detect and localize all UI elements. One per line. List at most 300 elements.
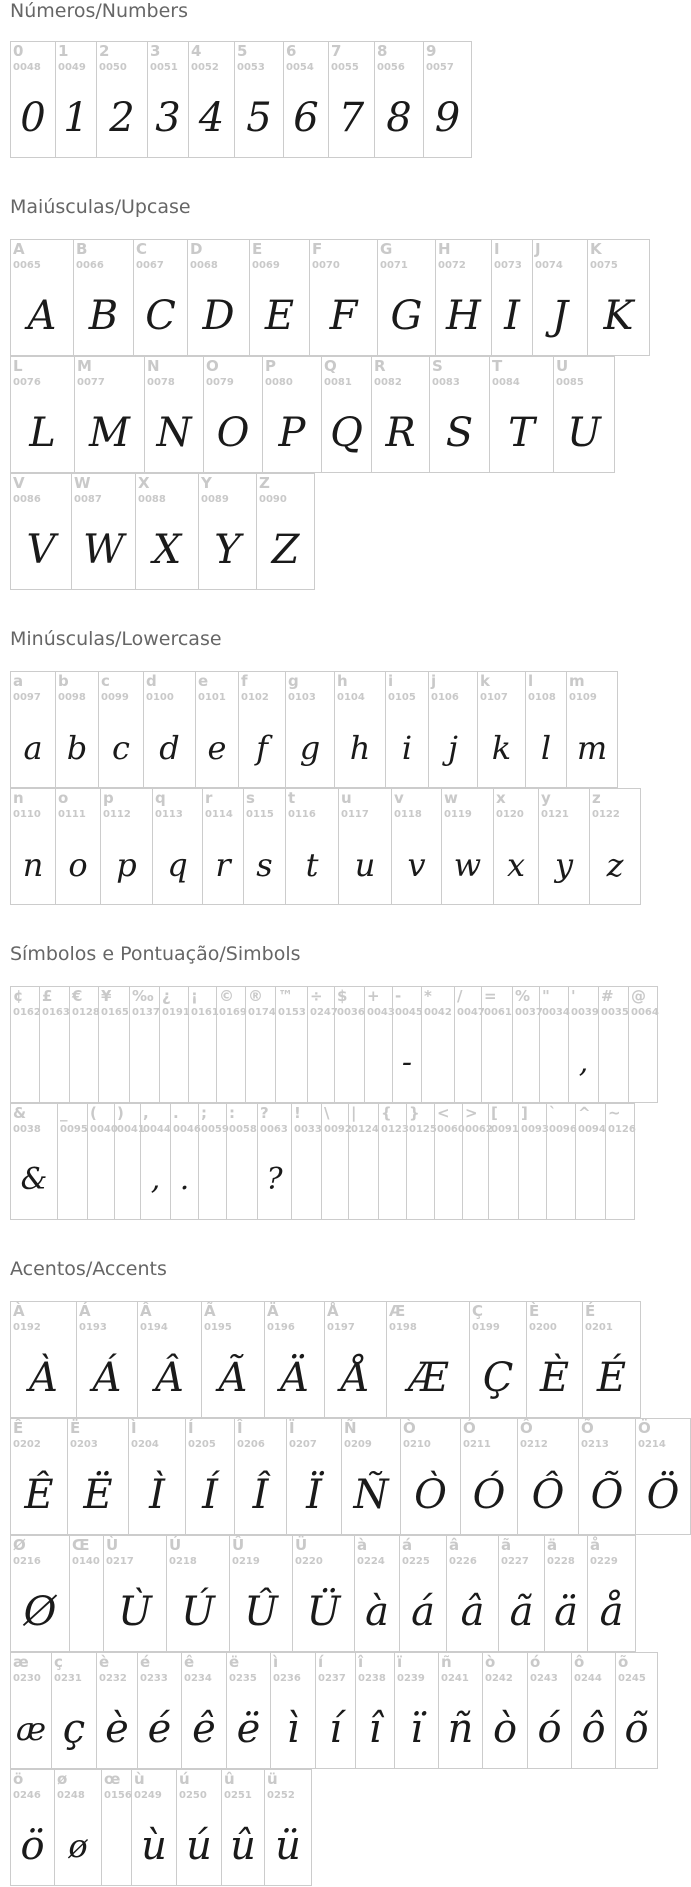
glyph-character-label: H — [438, 240, 451, 258]
glyph-code-label: 0035 — [601, 1007, 629, 1018]
glyph-code-label: 0191 — [162, 1007, 190, 1018]
glyph-character-label: 9 — [426, 42, 437, 60]
glyph-cell — [52, 1653, 97, 1769]
glyph-character-label: q — [155, 789, 166, 807]
glyph-cell — [132, 1770, 177, 1886]
glyph-preview: V — [26, 527, 56, 573]
glyph-character-label: n — [13, 789, 24, 807]
glyph-preview: à — [365, 1589, 389, 1635]
glyph-code-label: 0051 — [150, 62, 178, 73]
glyph-cell — [576, 1104, 606, 1220]
glyph-character-label: M — [77, 357, 92, 375]
glyph-character-label: ™ — [278, 987, 293, 1005]
glyph-character-label: 3 — [150, 42, 161, 60]
glyph-code-label: 0238 — [358, 1673, 386, 1684]
glyph-cell — [141, 1104, 171, 1220]
glyph-character-label: b — [58, 672, 69, 690]
glyph-preview — [513, 1027, 539, 1099]
glyph-cell — [204, 357, 263, 473]
glyph-character-label: ã — [501, 1536, 512, 1554]
glyph-preview: Ã — [218, 1355, 248, 1401]
glyph-cell — [188, 240, 250, 356]
glyph-code-label: 0199 — [472, 1322, 500, 1333]
glyph-preview: Ç — [482, 1355, 514, 1401]
glyph-character-label: W — [74, 474, 91, 492]
glyph-code-label: 0061 — [484, 1007, 512, 1018]
glyph-code-label: 0250 — [179, 1790, 207, 1801]
glyph-preview: i — [401, 729, 413, 767]
glyph-character-label: Œ — [72, 1536, 90, 1554]
glyph-cell — [379, 1104, 407, 1220]
glyph-character-label: a — [13, 672, 24, 690]
glyph-code-label: 0162 — [13, 1007, 41, 1018]
glyph-cell — [217, 987, 246, 1103]
glyph-cell — [455, 987, 485, 1103]
glyph-cell — [499, 1536, 545, 1652]
glyph-preview: e — [207, 729, 227, 767]
glyph-code-label: 0053 — [237, 62, 265, 73]
glyph-code-label: 0105 — [388, 692, 416, 703]
glyph-preview — [379, 1144, 406, 1216]
glyph-code-label: 0114 — [205, 809, 233, 820]
glyph-preview: Ù — [118, 1589, 152, 1635]
glyph-code-label: 0137 — [132, 1007, 160, 1018]
glyph-row — [10, 1103, 635, 1220]
glyph-character-label: ~ — [608, 1104, 621, 1122]
glyph-character-label: : — [229, 1104, 235, 1122]
glyph-cell — [572, 1653, 616, 1769]
glyph-code-label: 0096 — [549, 1124, 577, 1135]
glyph-cell — [222, 1770, 265, 1886]
glyph-preview: x — [506, 846, 526, 884]
glyph-code-label: 0109 — [569, 692, 597, 703]
glyph-cell — [400, 1536, 447, 1652]
glyph-cell — [547, 1104, 576, 1220]
glyph-character-label: c — [101, 672, 110, 690]
glyph-character-label: í — [318, 1653, 324, 1671]
glyph-preview: õ — [624, 1706, 649, 1752]
glyph-cell — [349, 1104, 379, 1220]
glyph-cell — [392, 789, 442, 905]
glyph-preview: B — [88, 293, 119, 339]
glyph-row — [10, 356, 615, 473]
glyph-character-label: Ç — [472, 1302, 484, 1320]
glyph-code-label: 0198 — [389, 1322, 417, 1333]
glyph-cell — [439, 1653, 483, 1769]
glyph-preview: ö — [20, 1823, 45, 1869]
glyph-preview: j — [448, 729, 458, 767]
glyph-cell — [265, 1302, 325, 1418]
glyph-character-label: f — [241, 672, 248, 690]
glyph-code-label: 0084 — [492, 377, 520, 388]
glyph-preview: m — [576, 729, 608, 767]
glyph-cell — [246, 987, 276, 1103]
glyph-code-label: 0069 — [252, 260, 280, 271]
glyph-code-label: 0104 — [337, 692, 365, 703]
glyph-code-label: 0117 — [341, 809, 369, 820]
glyph-cell — [310, 240, 378, 356]
glyph-cell — [478, 672, 526, 788]
glyph-character-label: & — [13, 1104, 27, 1122]
glyph-character-label: Ó — [463, 1419, 476, 1437]
glyph-code-label: 0193 — [79, 1322, 107, 1333]
glyph-character-label: û — [224, 1770, 235, 1788]
glyph-cell — [177, 1770, 222, 1886]
glyph-cell — [97, 1653, 138, 1769]
glyph-cell — [182, 1653, 227, 1769]
glyph-preview: F — [329, 293, 358, 339]
glyph-preview — [246, 1027, 275, 1099]
glyph-code-label: 0088 — [138, 494, 166, 505]
glyph-preview: I — [504, 293, 520, 339]
glyph-code-label: 0247 — [310, 1007, 338, 1018]
glyph-code-label: 0236 — [273, 1673, 301, 1684]
glyph-preview: Ò — [414, 1472, 447, 1518]
glyph-preview: Å — [341, 1355, 370, 1401]
glyph-row — [10, 473, 315, 590]
glyph-character-label: v — [394, 789, 404, 807]
glyph-cell — [189, 42, 235, 158]
glyph-character-label: Ø — [13, 1536, 26, 1554]
glyph-cell — [199, 474, 257, 590]
glyph-character-label: u — [341, 789, 352, 807]
glyph-character-label: " — [542, 987, 550, 1005]
glyph-code-label: 0110 — [13, 809, 41, 820]
glyph-preview — [227, 1144, 257, 1216]
glyph-code-label: 0235 — [229, 1673, 257, 1684]
glyph-code-label: 0106 — [431, 692, 459, 703]
glyph-cell — [11, 1536, 70, 1652]
glyph-preview: Õ — [590, 1472, 624, 1518]
glyph-code-label: 0095 — [60, 1124, 88, 1135]
glyph-preview: Í — [202, 1472, 218, 1518]
glyph-cell — [148, 42, 189, 158]
glyph-preview: 2 — [109, 95, 135, 141]
glyph-character-label: œ — [104, 1770, 121, 1788]
glyph-code-label: 0231 — [54, 1673, 82, 1684]
glyph-character-label: ñ — [441, 1653, 452, 1671]
glyph-cell — [271, 1653, 316, 1769]
glyph-code-label: 0067 — [136, 260, 164, 271]
glyph-code-label: 0052 — [191, 62, 219, 73]
glyph-preview: M — [89, 410, 130, 456]
glyph-character-label: Î — [237, 1419, 243, 1437]
glyph-code-label: 0249 — [134, 1790, 162, 1801]
glyph-preview — [276, 1027, 307, 1099]
glyph-preview — [199, 1144, 226, 1216]
glyph-code-label: 0039 — [571, 1007, 599, 1018]
glyph-character-label: ä — [547, 1536, 558, 1554]
glyph-character-label: } — [409, 1104, 420, 1122]
glyph-preview: í — [329, 1706, 342, 1752]
glyph-code-label: 0200 — [529, 1322, 557, 1333]
glyph-code-label: 0057 — [426, 62, 454, 73]
glyph-preview: Î — [252, 1472, 269, 1518]
glyph-character-label: È — [529, 1302, 540, 1320]
glyph-preview: W — [82, 527, 125, 573]
glyph-code-label: 0089 — [201, 494, 229, 505]
glyph-preview — [70, 1027, 98, 1099]
glyph-character-label: ¥ — [101, 987, 112, 1005]
glyph-character-label: ï — [397, 1653, 403, 1671]
glyph-character-label: t — [288, 789, 296, 807]
glyph-code-label: 0194 — [140, 1322, 168, 1333]
glyph-cell — [129, 1419, 186, 1535]
glyph-character-label: 6 — [286, 42, 297, 60]
glyph-character-label: C — [136, 240, 148, 258]
glyph-character-label: ! — [294, 1104, 301, 1122]
glyph-preview: Ñ — [353, 1472, 389, 1518]
glyph-character-label: ê — [184, 1653, 195, 1671]
glyph-character-label: ; — [201, 1104, 207, 1122]
glyph-preview — [70, 1576, 103, 1648]
glyph-cell — [393, 987, 422, 1103]
glyph-character-label: ù — [134, 1770, 145, 1788]
glyph-code-label: 0122 — [592, 809, 620, 820]
glyph-code-label: 0065 — [13, 260, 41, 271]
glyph-character-label: ‰ — [132, 987, 154, 1005]
glyph-row — [10, 788, 641, 905]
glyph-character-label: s — [246, 789, 255, 807]
glyph-character-label: Ä — [267, 1302, 279, 1320]
glyph-code-label: 0111 — [58, 809, 86, 820]
glyph-code-label: 0083 — [432, 377, 460, 388]
glyph-cell — [189, 987, 217, 1103]
glyph-code-label: 0079 — [206, 377, 234, 388]
glyph-preview — [576, 1144, 605, 1216]
glyph-cell — [430, 357, 490, 473]
glyph-code-label: 0120 — [496, 809, 524, 820]
glyph-cell — [104, 1536, 167, 1652]
glyph-preview: S — [445, 410, 474, 456]
glyph-character-label: Ô — [520, 1419, 533, 1437]
glyph-preview: v — [407, 846, 426, 884]
glyph-character-label: Ã — [204, 1302, 216, 1320]
glyph-cell — [375, 42, 424, 158]
glyph-code-label: 0047 — [457, 1007, 485, 1018]
glyph-code-label: 0108 — [528, 692, 556, 703]
glyph-character-label: Û — [232, 1536, 245, 1554]
glyph-preview: Ü — [306, 1589, 341, 1635]
glyph-preview: Ì — [149, 1472, 165, 1518]
glyph-preview: Z — [271, 527, 300, 573]
glyph-cell — [528, 1653, 572, 1769]
glyph-code-label: 0196 — [267, 1322, 295, 1333]
glyph-preview: á — [411, 1589, 435, 1635]
glyph-cell — [308, 987, 338, 1103]
glyph-preview: 1 — [63, 95, 89, 141]
glyph-cell — [286, 672, 335, 788]
section-title: Símbolos e Pontuação/Simbols — [10, 943, 301, 965]
glyph-cell — [387, 1302, 470, 1418]
glyph-character-label: Å — [327, 1302, 339, 1320]
glyph-character-label: ò — [485, 1653, 496, 1671]
glyph-preview: À — [29, 1355, 58, 1401]
glyph-preview — [308, 1027, 334, 1099]
glyph-character-label: Ü — [295, 1536, 308, 1554]
glyph-character-label: { — [381, 1104, 392, 1122]
glyph-cell — [250, 240, 310, 356]
glyph-character-label: k — [480, 672, 490, 690]
glyph-row — [10, 1769, 312, 1886]
glyph-preview — [335, 1027, 364, 1099]
glyph-character-label: X — [138, 474, 150, 492]
glyph-preview: u — [354, 846, 376, 884]
glyph-preview: É — [596, 1355, 627, 1401]
glyph-character-label: o — [58, 789, 69, 807]
glyph-code-label: 0123 — [381, 1124, 409, 1135]
glyph-preview: , — [578, 1045, 589, 1080]
glyph-cell — [356, 1653, 395, 1769]
glyph-preview: Æ — [407, 1355, 449, 1401]
glyph-character-label: 8 — [377, 42, 388, 60]
glyph-character-label: A — [13, 240, 25, 258]
glyph-preview: î — [368, 1706, 382, 1752]
glyph-preview: Ö — [646, 1472, 680, 1518]
glyph-cell — [422, 987, 455, 1103]
glyph-preview: Y — [214, 527, 241, 573]
glyph-cell — [99, 987, 130, 1103]
glyph-code-label: 0062 — [465, 1124, 493, 1135]
glyph-code-label: 0217 — [106, 1556, 134, 1567]
glyph-cell — [227, 1104, 258, 1220]
glyph-preview: k — [491, 729, 512, 767]
glyph-cell — [11, 1770, 55, 1886]
glyph-preview: Ô — [531, 1472, 565, 1518]
glyph-code-label: 0156 — [104, 1790, 132, 1801]
glyph-cell — [11, 1302, 77, 1418]
glyph-character-label: ' — [571, 987, 576, 1005]
glyph-character-label: D — [190, 240, 203, 258]
glyph-preview: A — [27, 293, 57, 339]
glyph-code-label: 0228 — [547, 1556, 575, 1567]
glyph-cell — [276, 987, 308, 1103]
glyph-cell — [235, 42, 284, 158]
glyph-preview — [365, 1027, 392, 1099]
glyph-code-label: 0206 — [237, 1439, 265, 1450]
glyph-character-label: G — [380, 240, 393, 258]
glyph-character-label: à — [357, 1536, 368, 1554]
glyph-preview: r — [215, 846, 231, 884]
glyph-cell — [463, 1104, 493, 1220]
glyph-code-label: 0230 — [13, 1673, 41, 1684]
glyph-code-label: 0041 — [117, 1124, 145, 1135]
glyph-code-label: 0060 — [437, 1124, 465, 1135]
glyph-preview — [40, 1027, 69, 1099]
glyph-character-label: 7 — [331, 42, 342, 60]
glyph-cell — [636, 1419, 691, 1535]
glyph-code-label: 0049 — [58, 62, 86, 73]
glyph-code-label: 0081 — [324, 377, 352, 388]
glyph-character-label: ë — [229, 1653, 240, 1671]
glyph-row — [10, 1301, 641, 1418]
glyph-row — [10, 41, 472, 158]
glyph-code-label: 0232 — [99, 1673, 127, 1684]
glyph-code-label: 0046 — [173, 1124, 201, 1135]
glyph-character-label: E — [252, 240, 263, 258]
glyph-cell — [99, 672, 144, 788]
glyph-cell — [70, 987, 99, 1103]
glyph-cell — [77, 1302, 138, 1418]
glyph-cell — [196, 672, 239, 788]
glyph-character-label: á — [402, 1536, 413, 1554]
glyph-preview: Ó — [472, 1472, 506, 1518]
glyph-preview: â — [460, 1589, 485, 1635]
glyph-code-label: 0119 — [444, 809, 472, 820]
glyph-code-label: 0209 — [344, 1439, 372, 1450]
glyph-preview: ã — [509, 1589, 534, 1635]
glyph-cell — [68, 1419, 129, 1535]
glyph-character-label: e — [198, 672, 209, 690]
glyph-character-label: L — [13, 357, 23, 375]
glyph-code-label: 0197 — [327, 1322, 355, 1333]
glyph-code-label: 0140 — [72, 1556, 100, 1567]
glyph-code-label: 0220 — [295, 1556, 323, 1567]
glyph-cell — [244, 789, 286, 905]
glyph-cell — [395, 1653, 439, 1769]
glyph-cell — [167, 1536, 230, 1652]
glyph-cell — [153, 789, 203, 905]
glyph-preview: 3 — [155, 95, 181, 141]
glyph-cell — [442, 789, 494, 905]
glyph-cell — [365, 987, 393, 1103]
glyph-cell — [342, 1419, 401, 1535]
glyph-code-label: 0219 — [232, 1556, 260, 1567]
glyph-cell — [539, 789, 590, 905]
glyph-cell — [130, 987, 160, 1103]
glyph-code-label: 0216 — [13, 1556, 41, 1567]
glyph-character-label: P — [265, 357, 276, 375]
glyph-cell — [483, 1653, 528, 1769]
glyph-preview: f — [256, 729, 268, 767]
glyph-character-label: ) — [117, 1104, 124, 1122]
glyph-cell — [55, 1770, 102, 1886]
glyph-character-label: j — [431, 672, 437, 690]
glyph-preview: N — [156, 410, 192, 456]
glyph-preview: Û — [244, 1589, 278, 1635]
glyph-preview: Á — [92, 1355, 122, 1401]
glyph-character-label: + — [367, 987, 380, 1005]
glyph-cell — [447, 1536, 499, 1652]
glyph-preview: ô — [581, 1706, 606, 1752]
glyph-cell — [286, 789, 339, 905]
glyph-character-label: @ — [631, 987, 646, 1005]
glyph-cell — [540, 987, 569, 1103]
glyph-code-label: 0128 — [72, 1007, 100, 1018]
glyph-character-label: _ — [60, 1104, 68, 1122]
glyph-code-label: 0075 — [590, 260, 618, 271]
glyph-code-label: 0224 — [357, 1556, 385, 1567]
glyph-cell — [494, 789, 539, 905]
glyph-preview: ñ — [447, 1706, 474, 1752]
glyph-code-label: 0251 — [224, 1790, 252, 1801]
glyph-code-label: 0085 — [556, 377, 584, 388]
glyph-character-label: 2 — [99, 42, 110, 60]
glyph-code-label: 0248 — [57, 1790, 85, 1801]
glyph-preview: y — [554, 846, 574, 884]
glyph-code-label: 0116 — [288, 809, 316, 820]
glyph-cell — [56, 672, 99, 788]
glyph-character-label: ? — [260, 1104, 269, 1122]
glyph-preview — [322, 1144, 348, 1216]
glyph-cell — [144, 672, 196, 788]
glyph-preview — [455, 1027, 481, 1099]
glyph-preview: n — [22, 846, 44, 884]
glyph-code-label: 0074 — [535, 260, 563, 271]
glyph-character-label: m — [569, 672, 585, 690]
glyph-preview: û — [230, 1823, 256, 1869]
glyph-code-label: 0207 — [289, 1439, 317, 1450]
